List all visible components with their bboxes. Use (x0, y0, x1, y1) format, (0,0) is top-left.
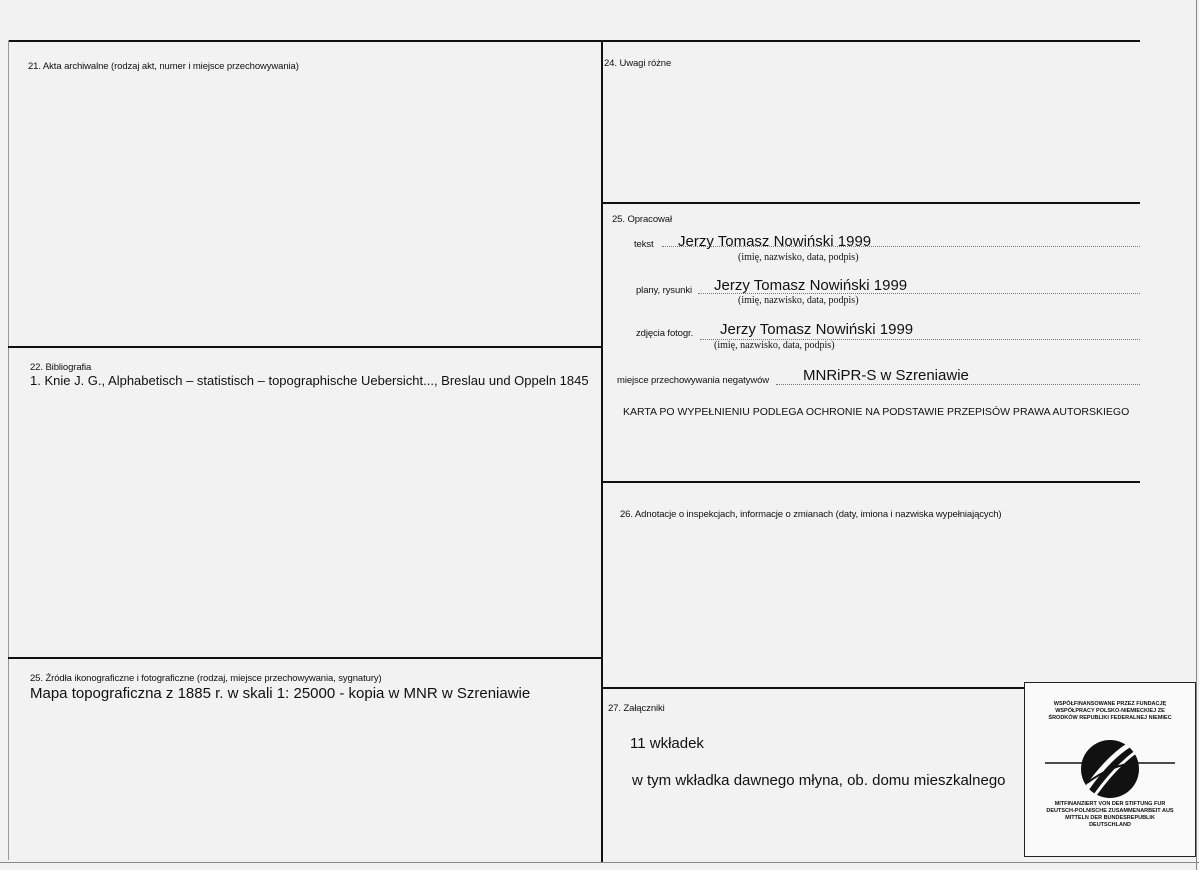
section-26-label: 26. Adnotacje o inspekcjach, informacje o zmianach (daty, imiona i nazwiska wypełniających) (620, 509, 1002, 520)
foundation-logo-icon (1025, 739, 1195, 805)
right-edge (1196, 0, 1197, 870)
bottom-edge (0, 862, 1199, 863)
row-text-value: Jerzy Tomasz Nowiński 1999 (678, 233, 872, 250)
row-text-hint: (imię, nazwisko, data, podpis) (738, 252, 859, 263)
attachments-count: 11 wkładek (630, 735, 704, 752)
center-divider (601, 42, 603, 862)
row-photos-value: Jerzy Tomasz Nowiński 1999 (720, 321, 914, 338)
row-plans-hint: (imię, nazwisko, data, podpis) (738, 295, 859, 306)
row-photos-hint: (imię, nazwisko, data, podpis) (714, 340, 835, 351)
section-22-label: 22. Bibliografia (30, 362, 92, 373)
negatives-label: miejsce przechowywania negatywów (617, 375, 770, 386)
sources-entry: Mapa topograficzna z 1885 r. w skali 1: 25000 - kopia w MNR w Szreniawie (30, 685, 531, 702)
row-plans-value: Jerzy Tomasz Nowiński 1999 (714, 277, 908, 294)
stamp-bottom-text: MITFINANZIERT VON DER STIFTUNG FUR DEUTSCH-POLNISCHE ZUSAMMENARBEIT AUS MITTELN DER BUNDESREPUBLIK DEUTSCHLAND (1046, 801, 1174, 828)
negatives-line (776, 384, 1140, 385)
section-25-zrodla-label: 25. Źródła ikonograficzne i fotograficzne (rodzaj, miejsce przechowywania, sygnatury) (30, 673, 382, 684)
section-21-label: 21. Akta archiwalne (rodzaj akt, numer i miejsce przechowywania) (28, 61, 299, 72)
row-text-label: tekst (634, 239, 654, 250)
row-plans-label: plany, rysunki (636, 285, 692, 296)
section-24-label: 24. Uwagi różne (604, 58, 672, 69)
stamp-top-text: WSPÓŁFINANSOWANE PRZEZ FUNDACJĘ WSPÓŁPRACY POLSKO-NIEMIECKIEJ ZE ŚRODKÓW REPUBLIKI FEDERALNEJ NIEMIEC (1048, 701, 1172, 721)
top-rule (8, 40, 1140, 42)
section-27-label: 27. Załączniki (608, 703, 665, 714)
left-rule-22 (8, 346, 602, 348)
copyright-notice: KARTA PO WYPEŁNIENIU PODLEGA OCHRONIE NA PODSTAWIE PRZEPISÓW PRAWA AUTORSKIEGO (623, 406, 1130, 418)
bibliography-entry: 1. Knie J. G., Alphabetisch – statistisch – topographische Uebersicht..., Breslau und Oppeln 1845 (30, 373, 589, 388)
right-rule-26 (602, 481, 1140, 483)
right-rule-27 (602, 687, 1024, 689)
row-photos-label: zdjęcia fotogr. (636, 328, 694, 339)
right-rule-25 (602, 202, 1140, 204)
negatives-value: MNRiPR-S w Szreniawie (803, 367, 969, 384)
foundation-stamp (1024, 682, 1196, 857)
left-rule-25 (8, 657, 602, 659)
left-edge (8, 40, 9, 860)
attachments-detail: w tym wkładka dawnego młyna, ob. domu mieszkalnego (632, 772, 1006, 789)
section-25-opracowal-label: 25. Opracował (612, 214, 672, 225)
